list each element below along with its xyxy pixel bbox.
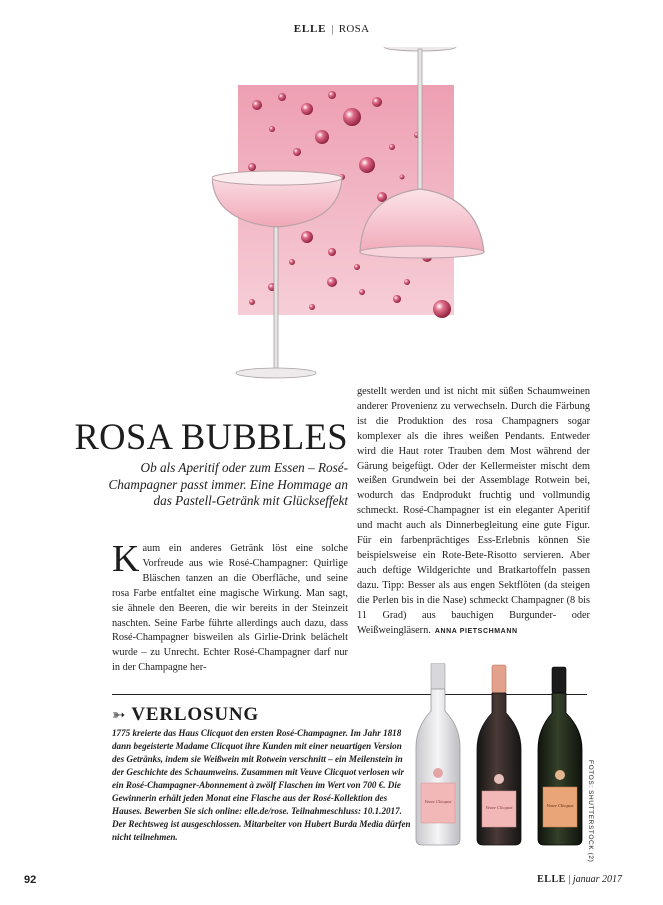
footer-issue: januar 2017 bbox=[572, 874, 622, 885]
bottle-dark bbox=[538, 667, 582, 845]
section-header bbox=[0, 23, 663, 35]
author-credit: ANNA PIETSCHMANN bbox=[434, 627, 518, 635]
hero-champagne-image bbox=[212, 47, 502, 387]
page-number: 92 bbox=[24, 874, 37, 886]
header-section: ROSA bbox=[338, 23, 370, 35]
body-column-right bbox=[357, 385, 590, 639]
footer bbox=[537, 874, 622, 885]
arrow-icon: ➳ bbox=[112, 705, 126, 724]
body-text-left: aum ein anderes Getränk löst eine solche Vorfreude aus wie Rosé-Champagner: Quirlige Bläschen tanzen an die Oberfläche, und seine rosa Farbe entfaltet eine magische Wirkung. Man sagt, sie ähnele den Beeren, die wir bereits in der Steinzeit naschten. Seine Farbe führte allerdings auch dazu, dass Rosé-Champagner bisweilen als Girlie-Drink belächelt wurde – zu Unrecht. Echter Rosé-Champagner darf nur in der Champagne her- bbox=[112, 543, 348, 674]
contest-title: VERLOSUNG bbox=[131, 704, 259, 725]
body-column-left bbox=[112, 538, 348, 676]
body-text-right: gestellt werden und ist nicht mit süßen Schaumweinen anderer Provenienz zu verwechseln. Durch die Färbung ist die Produktion des rosa Champagners sogar komplexer als die ihres weißen Pendants. Entweder wird die Haut roter Trauben dem Most während der Gärung beigefügt. Oder der Kellermeister mischt dem weißen Grundwein bei der Assemblage Rotwein bei, wodurch das Endprodukt fruchtig und vollmundig schmeckt. Rosé-Champagner ist ein eleganter Aperitif und macht auch als Dinnerbegleitung eine gute Figur. Für ein farbenprächtiges Ess-Erlebnis können Sie beispielsweise ein Rote-Bete-Risotto servieren. Aber auch deftige Wildgerichte und Bratkartoffeln passen dazu. Tipp: Besser als aus engen Sektflöten (da steigen die Perlen bis in die Nase) schmeckt Champagner (8 bis 11 Grad) aus bauchigen Burgunder- oder Weißweingläsern. bbox=[357, 386, 590, 636]
contest-heading bbox=[112, 704, 259, 726]
footer-separator: | bbox=[568, 874, 571, 885]
champagne-bottles-image bbox=[414, 663, 586, 847]
bottle-clear bbox=[416, 663, 460, 845]
header-separator: | bbox=[331, 23, 334, 35]
drop-cap: K bbox=[112, 538, 140, 580]
bottle-label-1: Veuve Clicquot bbox=[424, 799, 452, 804]
contest-text: 1775 kreierte das Haus Clicquot den ersten Rosé-Champagner. Im Jahr 1818 dann begeisterte Madame Clicquot ihre Kunden mit einer neuartigen Version des Getränks, indem sie Weißwein mit Rotwein verschnitt – ein Meilenstein in der Geschichte des Schaumweins. Zusammen mit Veuve Clicquot verlosen wir ein Rosé-Champagner-Abonnement à zwölf Flaschen im Wert von 700 €. Die Gewinnerin erhält jeden Monat eine Flasche aus der Rosé-Kollektion des Hauses. Bewerben Sie sich online: elle.de/rose. Teilnahmeschluss: 10.1.2017. Der Rechtsweg ist ausgeschlossen. Mitarbeiter von Hubert Burda Media dürfen nicht teilnehmen. bbox=[112, 728, 411, 842]
bottle-rose bbox=[477, 665, 521, 845]
footer-brand: ELLE bbox=[537, 874, 566, 885]
bottle-label-2: Veuve Clicquot bbox=[485, 805, 513, 810]
article-title: ROSA BUBBLES bbox=[74, 416, 348, 457]
photo-credit: FOTOS: SHUTTERSTOCK (2) bbox=[587, 760, 594, 863]
article-subtitle: Ob als Aperitif oder zum Essen – Rosé-Champagner passt immer. Eine Hommage an das Pastell-Getränk mit Glückseffekt bbox=[108, 460, 348, 508]
header-brand: ELLE bbox=[293, 23, 327, 35]
bottle-label-3: Veuve Clicquot bbox=[546, 803, 574, 808]
